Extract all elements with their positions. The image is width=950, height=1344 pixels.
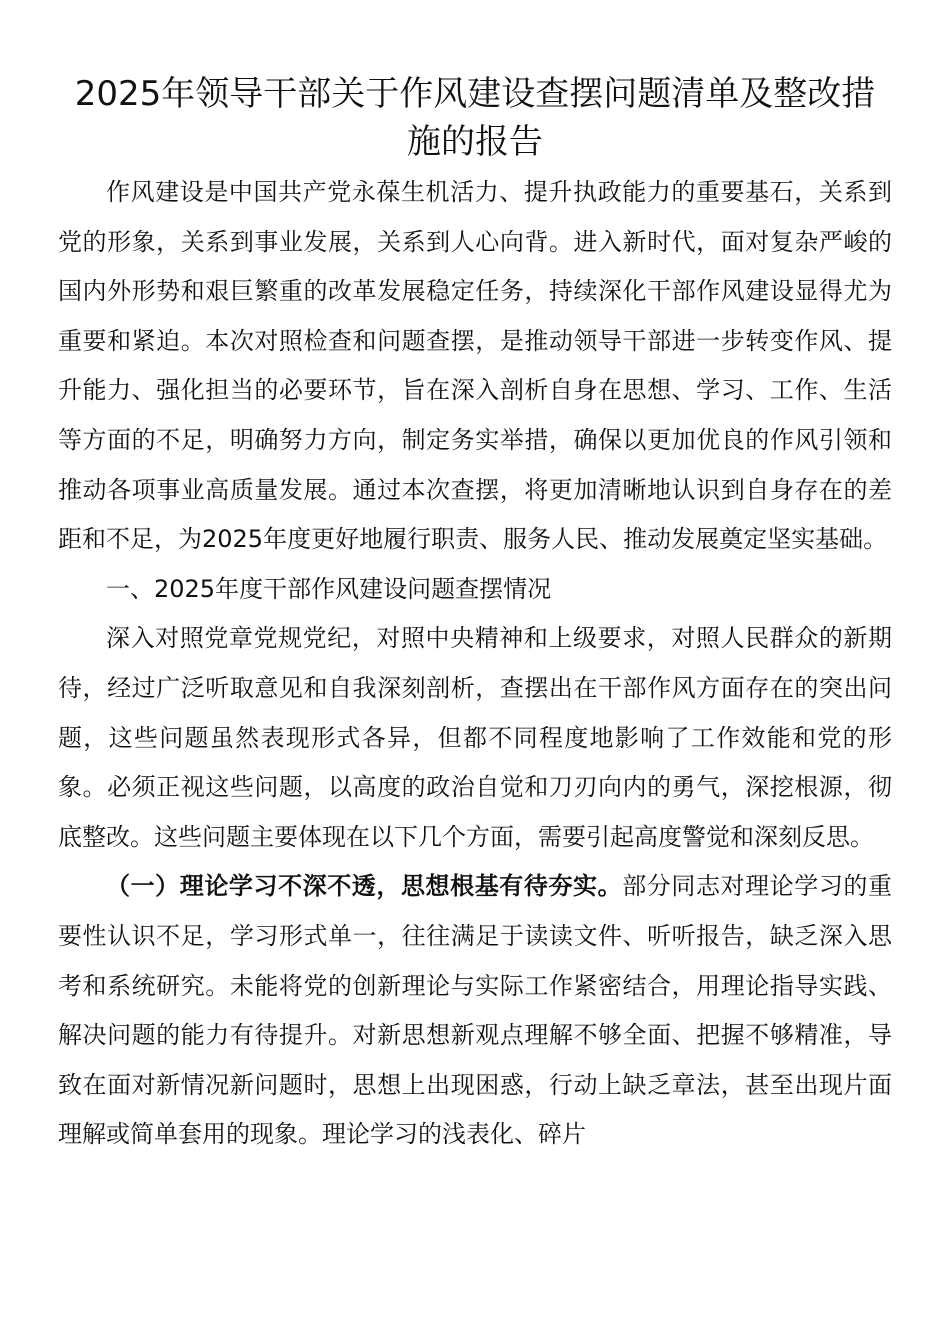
section-heading-1: 一、2025年度干部作风建设问题查摆情况 xyxy=(106,574,552,603)
intro-paragraph: 作风建设是中国共产党永葆生机活力、提升执政能力的重要基石，关系到党的形象，关系到事业发展，关系到人心向背。进入新时代，面对复杂严峻的国内外形势和艰巨繁重的改革发展稳定任务，持续深化干部作风建设显得尤为重要和紧迫。本次对照检查和问题查摆，是推动领导干部进一步转变作风、提升能力、强化担当的必要环节，旨在深入剖析自身在思想、学习、工作、生活等方面的不足，明确努力方向，制定务实举措，确保以更加优良的作风引领和推动各项事业高质量发展。通过本次查摆，将更加清晰地认识到自身存在的差距和不足，为2025年度更好地履行职责、服务人民、推动发展奠定坚实基础。 xyxy=(58,178,892,554)
document-title: 2025年领导干部关于作风建设查摆问题清单及整改措施的报告 xyxy=(74,74,876,162)
document-page xyxy=(58,70,892,1160)
subsection-1-body: 部分同志对理论学习的重要性认识不足，学习形式单一，往往满足于读读文件、听听报告，缺乏深入思考和系统研究。未能将党的创新理论与实际工作紧密结合，用理论指导实践、解决问题的能力有待提升。对新思想新观点理解不够全面、把握不够精准，导致在面对新情况新问题时，思想上出现困惑，行动上缺乏章法，甚至出现片面理解或简单套用的现象。理论学习的浅表化、碎片 xyxy=(58,872,893,1149)
section-1-paragraph: 深入对照党章党规党纪，对照中央精神和上级要求，对照人民群众的新期待，经过广泛听取意见和自我深刻剖析，查摆出在干部作风方面存在的突出问题，这些问题虽然表现形式各异，但都不同程度地影响了工作效能和党的形象。必须正视这些问题，以高度的政治自觉和刀刃向内的勇气，深挖根源，彻底整改。这些问题主要体现在以下几个方面，需要引起高度警觉和深刻反思。 xyxy=(58,624,892,851)
subsection-1-lead: （一）理论学习不深不透，思想根基有待夯实。 xyxy=(106,872,623,901)
subsection-1-paragraph xyxy=(58,862,892,1160)
